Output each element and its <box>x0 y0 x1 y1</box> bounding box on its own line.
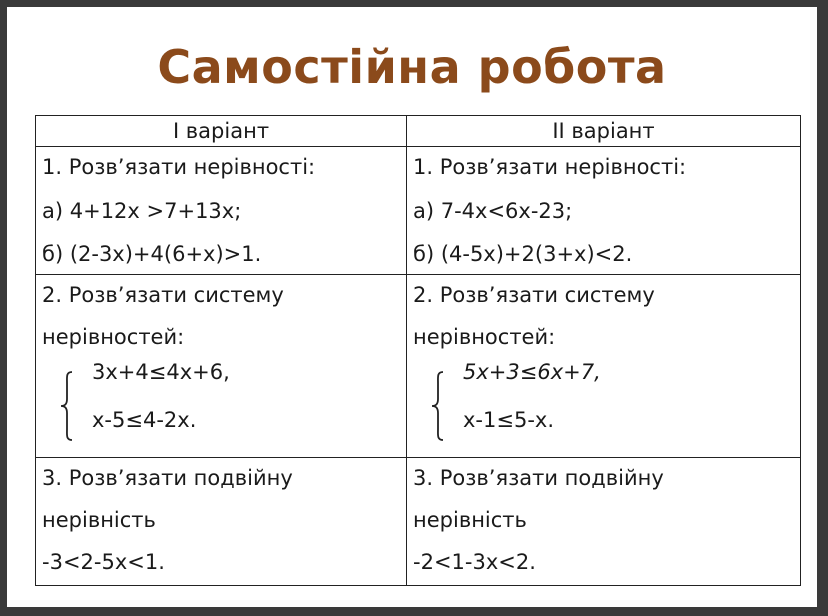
task-3-heading-line-1: 3. Розв’язати подвійну <box>413 466 664 490</box>
task-2-heading-line-2: нерівностей: <box>413 325 556 349</box>
system-equation-2: х-1≤5-х. <box>463 408 555 432</box>
curly-brace-icon <box>60 371 74 441</box>
task-1-heading: 1. Розв’язати нерівності: <box>413 155 687 179</box>
task-2-row <box>36 275 801 458</box>
variant-2-task-2 <box>407 275 801 458</box>
variant-1-task-2 <box>36 275 407 458</box>
system-equation-1: 3х+4≤4х+6, <box>92 360 230 384</box>
task-2-heading-line-1: 2. Розв’язати систему <box>413 283 655 307</box>
inequality-system <box>413 357 794 457</box>
task-3-row <box>36 458 801 586</box>
task-1-row <box>36 147 801 275</box>
task-1-item-a: а) 7-4х<6х-23; <box>413 199 573 223</box>
task-3-heading-line-2: нерівність <box>42 508 156 532</box>
variant-1-task-1 <box>36 147 407 275</box>
task-3-expression: -2<1-3х<2. <box>413 550 536 574</box>
slide-title: Самостійна робота <box>157 40 667 94</box>
tasks-table <box>35 115 801 586</box>
variant-1-task-3 <box>36 458 407 586</box>
task-2-heading-line-2: нерівностей: <box>42 325 185 349</box>
inequality-system <box>42 357 400 457</box>
task-1-item-b: б) (4-5х)+2(3+х)<2. <box>413 242 633 266</box>
variant-2-task-3 <box>407 458 801 586</box>
task-1-heading: 1. Розв’язати нерівності: <box>42 155 316 179</box>
variant-2-task-1 <box>407 147 801 275</box>
task-3-heading-line-2: нерівність <box>413 508 527 532</box>
task-3-expression: -3<2-5х<1. <box>42 550 165 574</box>
variant-1-header: I варіант <box>36 116 407 147</box>
task-1-item-b: б) (2-3х)+4(6+х)>1. <box>42 242 262 266</box>
variant-2-header: II варіант <box>407 116 801 147</box>
task-1-item-a: а) 4+12х >7+13х; <box>42 199 242 223</box>
curly-brace-icon <box>431 371 445 441</box>
task-2-heading-line-1: 2. Розв’язати систему <box>42 283 284 307</box>
table-header-row <box>36 116 801 147</box>
slide <box>7 7 817 607</box>
system-equation-1: 5х+3≤6х+7, <box>463 360 601 384</box>
system-equation-2: х-5≤4-2х. <box>92 408 197 432</box>
task-3-heading-line-1: 3. Розв’язати подвійну <box>42 466 293 490</box>
